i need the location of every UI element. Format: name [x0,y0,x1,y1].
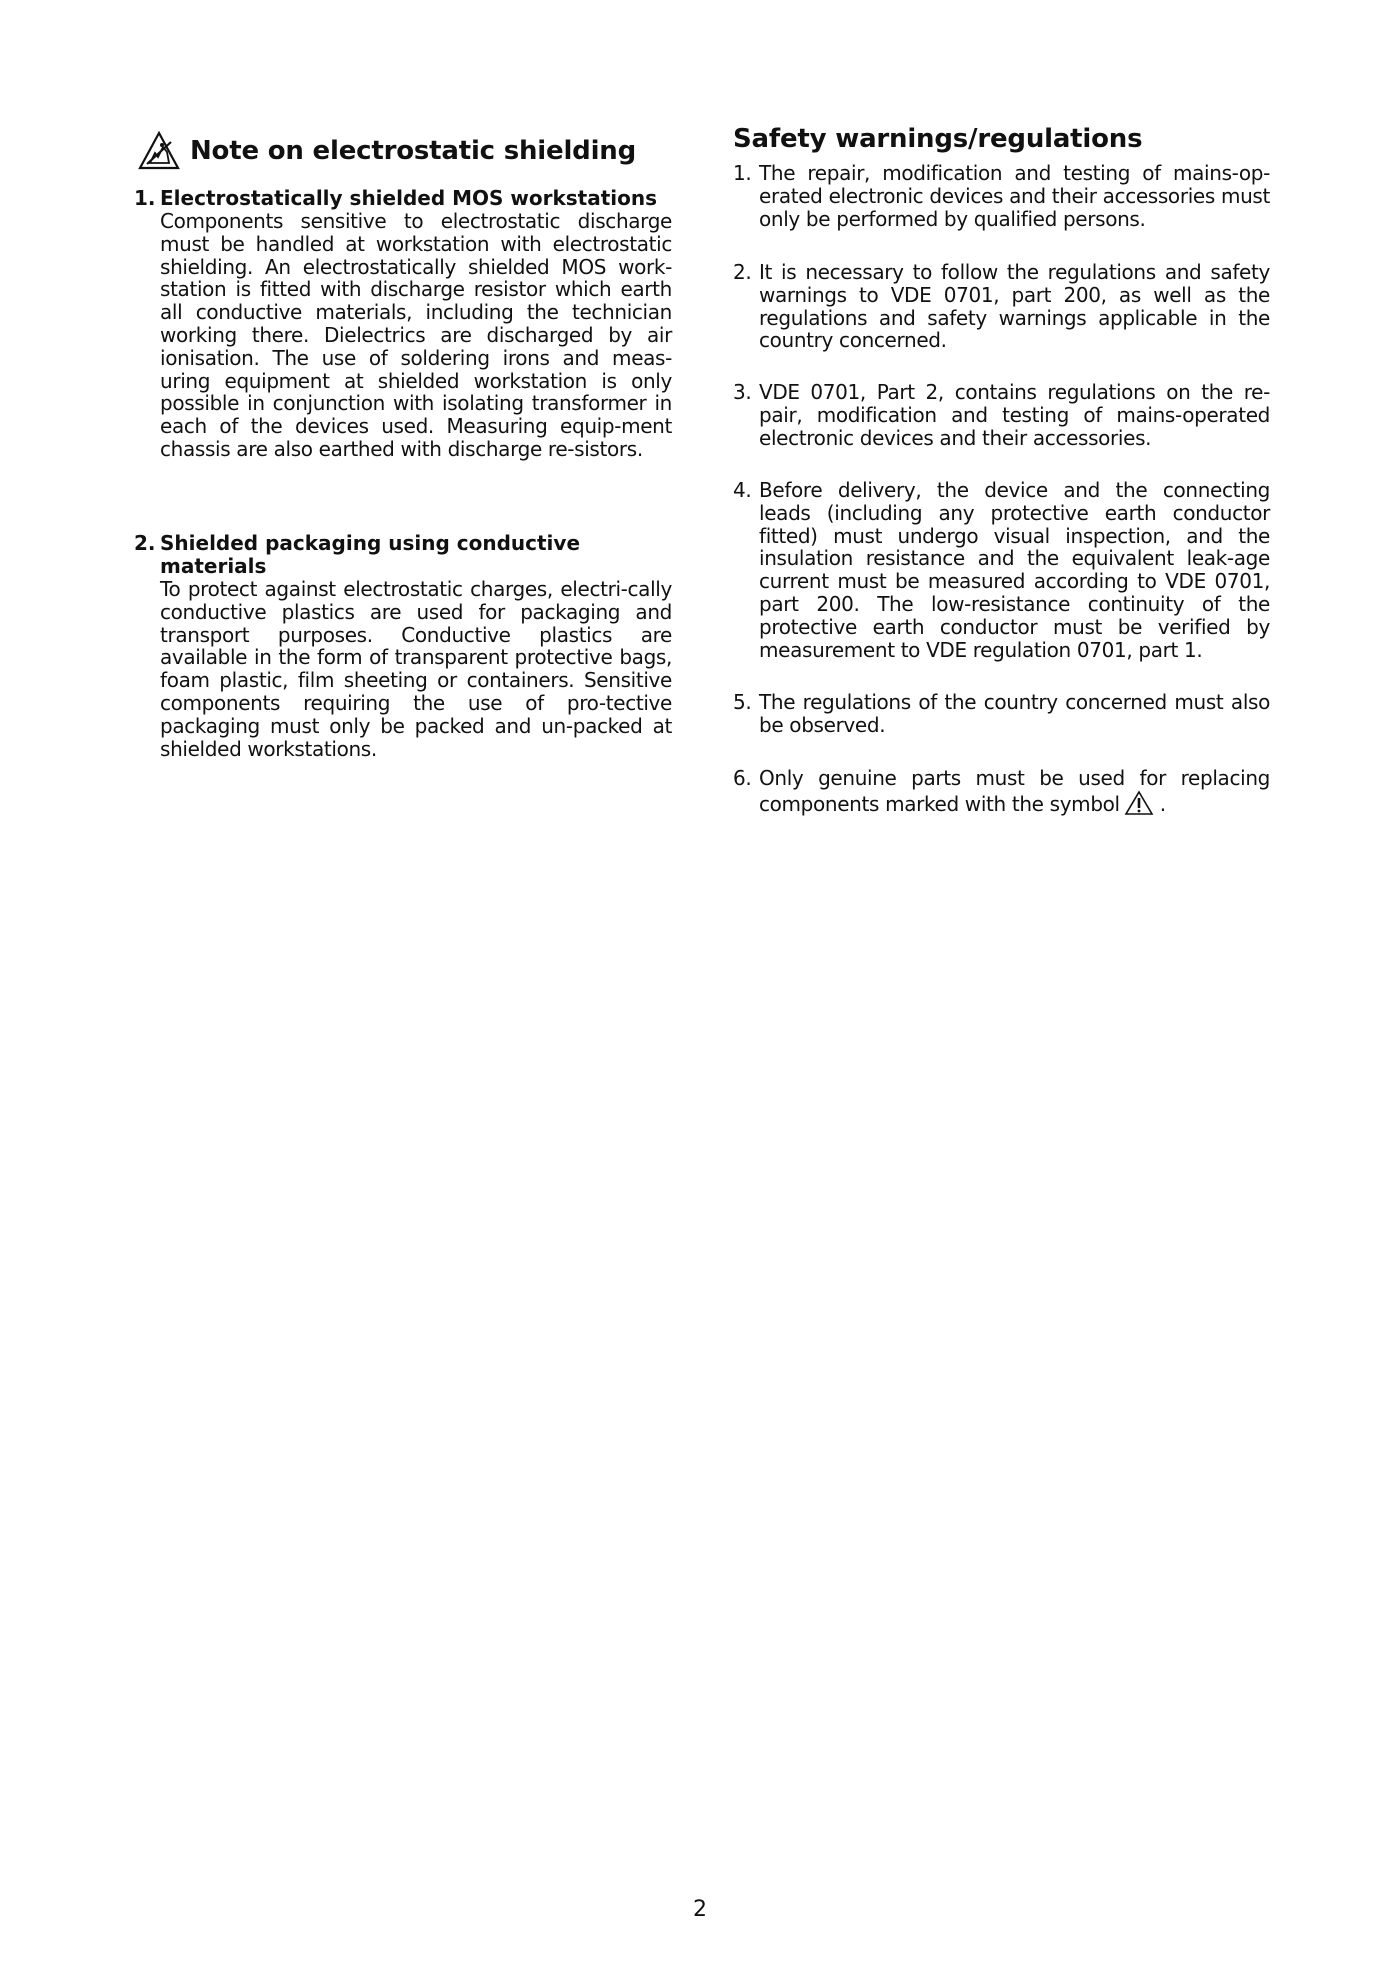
safety-item-4 [733,479,1270,661]
safety-item-1-number: 1. [733,161,752,185]
warning-triangle-icon [1124,790,1154,816]
esd-item-1-title-text: Electrostatically shielded MOS workstations [160,186,658,210]
esd-item-2-title-line1: Shielded packaging using conductive [160,531,581,555]
safety-item-1 [733,162,1270,230]
safety-item-5-text: The regulations of the country concerned must also be observed. [759,690,1270,737]
safety-item-5 [733,691,1270,737]
safety-item-6-trailing: . [1159,791,1166,816]
safety-item-6 [733,767,1270,816]
esd-item-1-title [134,187,672,210]
esd-item-1-body: Components sensitive to electrostatic discharge must be handled at workstation with electrostatic shielding. An electrostatically shielded MOS work-station is fitted with discharge resistor which earth all conductive materials, including the technician working there. Dielectrics are discharged by air ionisation. The use of soldering irons and meas-uring equipment at shielded workstation is only possible in conjunction with isolating transformer in each of the devices used. Measuring equip-ment chassis are also earthed with discharge re-sistors. [160,209,672,461]
esd-heading-row [138,130,636,172]
esd-item-1-number: 1. [134,186,156,210]
esd-warning-icon [138,130,180,172]
safety-item-6-number: 6. [733,766,752,790]
esd-item-2-title [134,532,672,578]
safety-item-3 [733,381,1270,449]
safety-item-5-number: 5. [733,690,752,714]
safety-item-4-number: 4. [733,478,752,502]
esd-heading: Note on electrostatic shielding [190,136,637,166]
safety-item-3-number: 3. [733,380,752,404]
safety-item-2-number: 2. [733,260,752,284]
safety-item-2-text: It is necessary to follow the regulations and safety warnings to VDE 0701, part 200, as well as the regulations and safety warnings applicable in the country concerned. [759,260,1270,353]
esd-item-2 [134,532,672,760]
safety-heading: Safety warnings/regulations [733,124,1143,154]
safety-item-6-text: Only genuine parts must be used for replacing components marked with the symbol [759,766,1270,816]
esd-item-1 [134,187,672,461]
esd-item-2-body: To protect against electrostatic charges, electri-cally conductive plastics are used for packaging and transport purposes. Conductive plastics are available in the form of transparent protective bags, foam plastic, film sheeting or containers. Sensitive components requiring the use of pro-tective packaging must only be packed and un-packed at shielded workstations. [160,577,672,761]
safety-item-1-text: The repair, modification and testing of mains-op-erated electronic devices and their accessories must only be performed by qualified persons. [759,161,1270,231]
page-number: 2 [693,1897,707,1922]
safety-item-3-text: VDE 0701, Part 2, contains regulations on the re-pair, modification and testing of mains-operated electronic devices and their accessories. [759,380,1270,450]
esd-item-2-title-line2: materials [160,554,267,578]
safety-item-2 [733,261,1270,352]
safety-item-4-text: Before delivery, the device and the connecting leads (including any protective earth conductor fitted) must undergo visual inspection, and the insulation resistance and the equivalent leak-age current must be measured according to VDE 0701, part 200. The low-resistance continuity of the protective earth conductor must be verified by measurement to VDE regulation 0701, part 1. [759,478,1270,662]
esd-item-2-number: 2. [134,531,156,555]
